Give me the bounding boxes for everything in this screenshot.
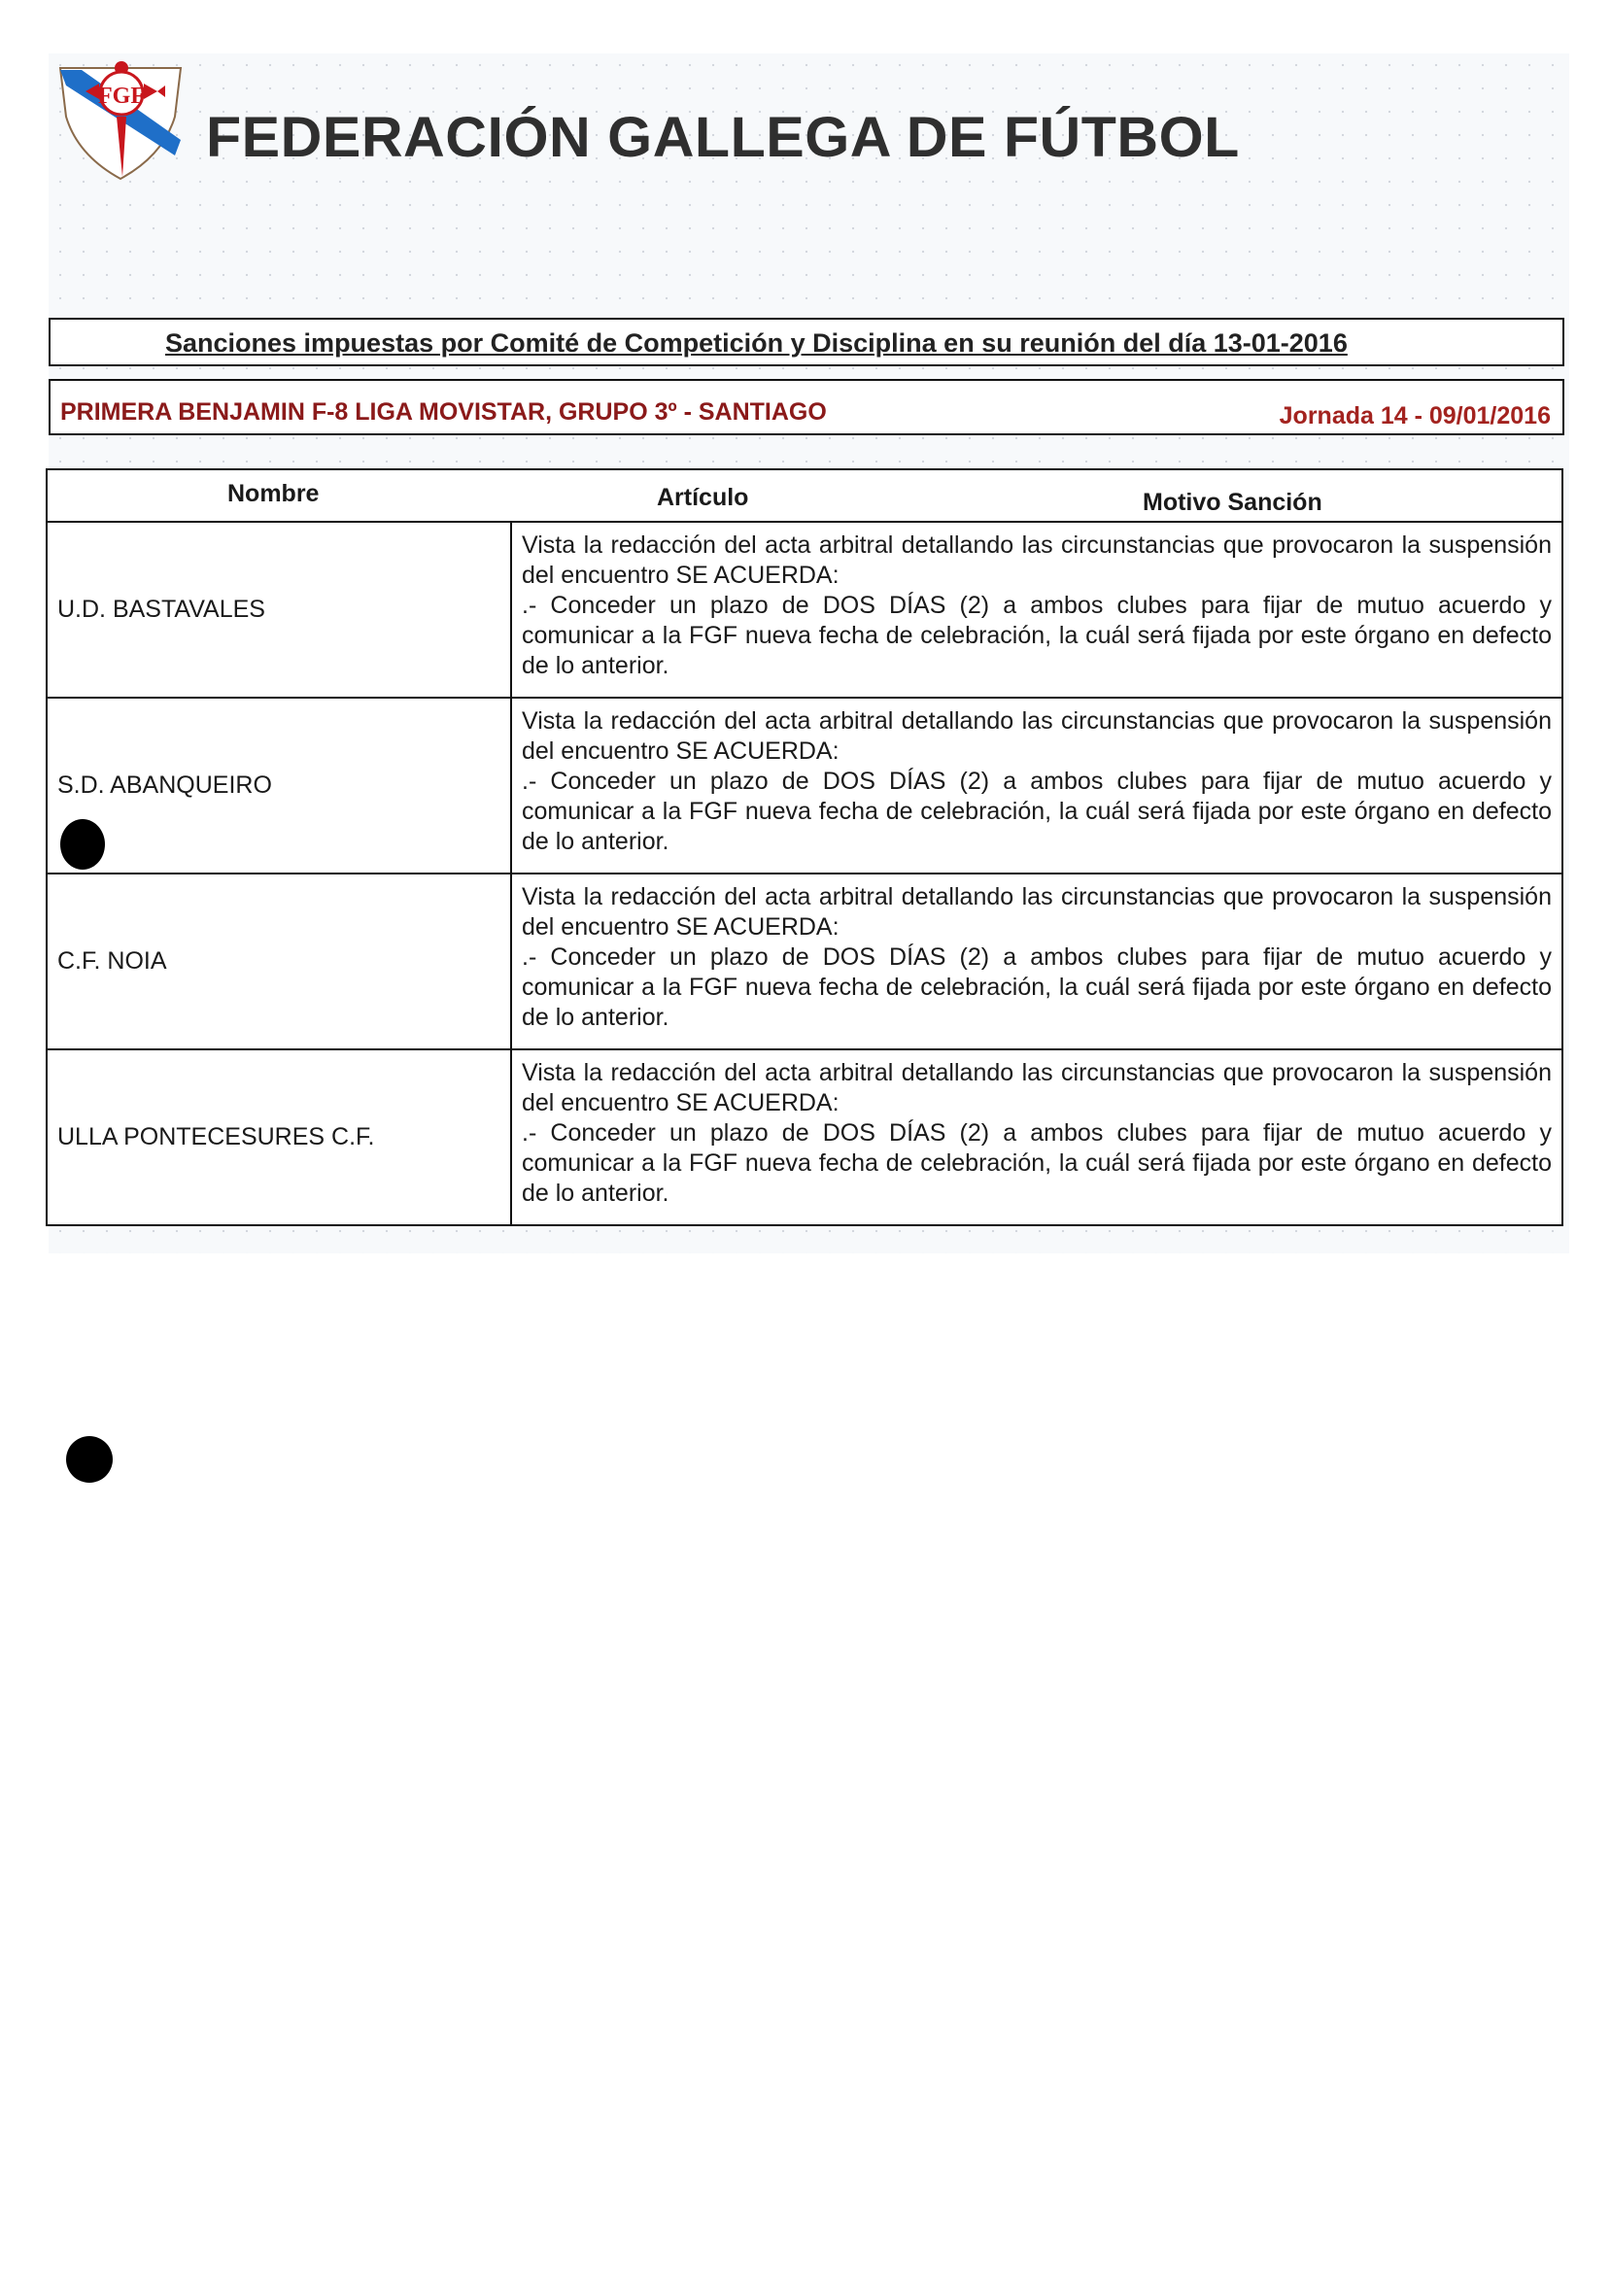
punch-hole-mark: [66, 1436, 113, 1483]
svg-text:FGF: FGF: [98, 84, 145, 109]
reason-resolution: .- Conceder un plazo de DOS DÍAS (2) a ambos clubes para fijar de mutuo acuerdo y comunicar a la FGF nueva fecha de celebración, la cuál será fijada por este órgano en defecto de lo anterior.: [522, 1119, 1552, 1207]
organization-title: FEDERACIÓN GALLEGA DE FÚTBOL: [206, 106, 1240, 169]
club-name: ULLA PONTECESURES C.F.: [47, 1049, 511, 1225]
sanction-reason: [511, 522, 1562, 698]
club-name: U.D. BASTAVALES: [47, 522, 511, 698]
report-title: Sanciones impuestas por Comité de Competición y Disciplina en su reunión del día 13-01-2016: [165, 328, 1348, 358]
column-header-nombre: Nombre: [227, 480, 320, 507]
table-row: [47, 1049, 1562, 1225]
table-row: [47, 698, 1562, 874]
punch-hole-mark: [60, 819, 105, 870]
column-header-motivo: Motivo Sanción: [1143, 489, 1322, 516]
report-title-box: [49, 318, 1564, 366]
competition-box: [49, 379, 1564, 435]
document-header: [53, 58, 1414, 185]
reason-intro: Vista la redacción del acta arbitral detallando las circunstancias que provocaron la suspensión del encuentro SE ACUERDA:: [522, 707, 1552, 765]
sanction-reason: [511, 1049, 1562, 1225]
sanction-reason: [511, 698, 1562, 874]
reason-resolution: .- Conceder un plazo de DOS DÍAS (2) a ambos clubes para fijar de mutuo acuerdo y comunicar a la FGF nueva fecha de celebración, la cuál será fijada por este órgano en defecto de lo anterior.: [522, 768, 1552, 855]
jornada-date: Jornada 14 - 09/01/2016: [1279, 402, 1551, 429]
club-name: C.F. NOIA: [47, 874, 511, 1049]
column-header-articulo: Artículo: [657, 484, 749, 511]
sanction-reason: [511, 874, 1562, 1049]
reason-resolution: .- Conceder un plazo de DOS DÍAS (2) a ambos clubes para fijar de mutuo acuerdo y comunicar a la FGF nueva fecha de celebración, la cuál será fijada por este órgano en defecto de lo anterior.: [522, 943, 1552, 1031]
competition-name: PRIMERA BENJAMIN F-8 LIGA MOVISTAR, GRUPO 3º - SANTIAGO: [60, 398, 827, 426]
table-row: [47, 874, 1562, 1049]
table-row: [47, 522, 1562, 698]
table-header-row: [47, 469, 1562, 522]
fgf-crest-icon: [56, 58, 188, 185]
reason-intro: Vista la redacción del acta arbitral detallando las circunstancias que provocaron la suspensión del encuentro SE ACUERDA:: [522, 1059, 1552, 1116]
sanctions-table: [46, 468, 1563, 1226]
club-name: S.D. ABANQUEIRO: [47, 698, 511, 874]
reason-resolution: .- Conceder un plazo de DOS DÍAS (2) a ambos clubes para fijar de mutuo acuerdo y comunicar a la FGF nueva fecha de celebración, la cuál será fijada por este órgano en defecto de lo anterior.: [522, 592, 1552, 679]
reason-intro: Vista la redacción del acta arbitral detallando las circunstancias que provocaron la suspensión del encuentro SE ACUERDA:: [522, 883, 1552, 941]
reason-intro: Vista la redacción del acta arbitral detallando las circunstancias que provocaron la suspensión del encuentro SE ACUERDA:: [522, 531, 1552, 589]
table-header: [47, 469, 1562, 522]
